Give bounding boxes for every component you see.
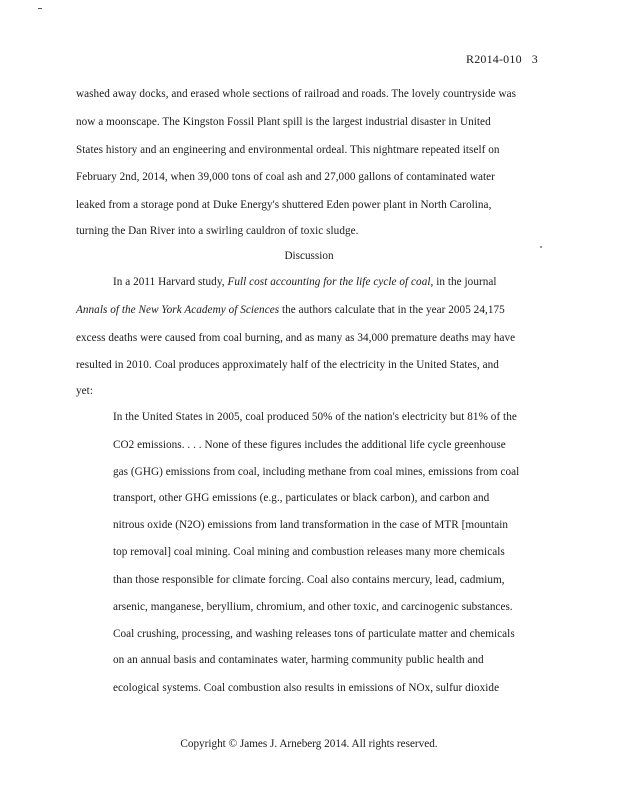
body-line: now a moonscape. The Kingston Fossil Plant spill is the largest industrial disaster in United bbox=[76, 116, 491, 128]
text-run: the authors calculate that in the year 2005 24,175 bbox=[279, 304, 505, 316]
page-header bbox=[466, 52, 538, 67]
text-run: In a 2011 Harvard study, bbox=[113, 276, 228, 288]
quote-line: Coal crushing, processing, and washing releases tons of particulate matter and chemicals bbox=[113, 628, 515, 640]
quote-line: arsenic, manganese, beryllium, chromium, and other toxic, and carcinogenic substances. bbox=[113, 601, 513, 613]
body-line: February 2nd, 2014, when 39,000 tons of coal ash and 27,000 gallons of contaminated water bbox=[76, 171, 495, 183]
body-line: washed away docks, and erased whole sections of railroad and roads. The lovely countryside was bbox=[76, 88, 517, 100]
scan-artifact-mark bbox=[38, 8, 42, 9]
quote-line: In the United States in 2005, coal produced 50% of the nation's electricity but 81% of the bbox=[113, 411, 517, 423]
document-id: R2014-010 bbox=[465, 52, 522, 66]
body-line: turning the Dan River into a swirling cauldron of toxic sludge. bbox=[76, 225, 359, 237]
journal-title: Annals of the New York Academy of Sciences bbox=[76, 304, 280, 316]
section-heading: Discussion bbox=[284, 250, 334, 262]
quote-line: transport, other GHG emissions (e.g., particulates or black carbon), and carbon and bbox=[113, 492, 490, 504]
copyright-footer: Copyright © James J. Arneberg 2014. All rights reserved. bbox=[180, 738, 438, 750]
body-line: resulted in 2010. Coal produces approximately half of the electricity in the United States, and bbox=[76, 359, 499, 371]
quote-line: gas (GHG) emissions from coal, including methane from coal mines, emissions from coal bbox=[113, 466, 520, 478]
body-line: States history and an engineering and environmental ordeal. This nightmare repeated itself on bbox=[76, 144, 500, 156]
page-number: 3 bbox=[531, 52, 538, 66]
body-line: leaked from a storage pond at Duke Energy's shuttered Eden power plant in North Carolina, bbox=[76, 199, 492, 211]
body-line bbox=[76, 303, 505, 317]
body-line: excess deaths were caused from coal burning, and as many as 34,000 premature deaths may have bbox=[76, 332, 516, 344]
body-line: yet: bbox=[76, 385, 93, 397]
quote-line: than those responsible for climate forcing. Coal also contains mercury, lead, cadmium, bbox=[113, 574, 505, 586]
quote-line: on an annual basis and contaminates water, harming community public health and bbox=[113, 654, 484, 666]
quote-line: ecological systems. Coal combustion also results in emissions of NOx, sulfur dioxide bbox=[113, 682, 500, 694]
study-title: Full cost accounting for the life cycle of coal bbox=[227, 276, 431, 288]
text-run: , in the journal bbox=[430, 276, 497, 288]
quote-line: nitrous oxide (N2O) emissions from land transformation in the case of MTR [mountain bbox=[113, 519, 509, 531]
body-line bbox=[113, 275, 497, 289]
scan-artifact-dot bbox=[540, 246, 542, 248]
quote-line: CO2 emissions. . . . None of these figures includes the additional life cycle greenhouse bbox=[113, 439, 506, 451]
quote-line: top removal] coal mining. Coal mining and combustion releases many more chemicals bbox=[113, 546, 505, 558]
